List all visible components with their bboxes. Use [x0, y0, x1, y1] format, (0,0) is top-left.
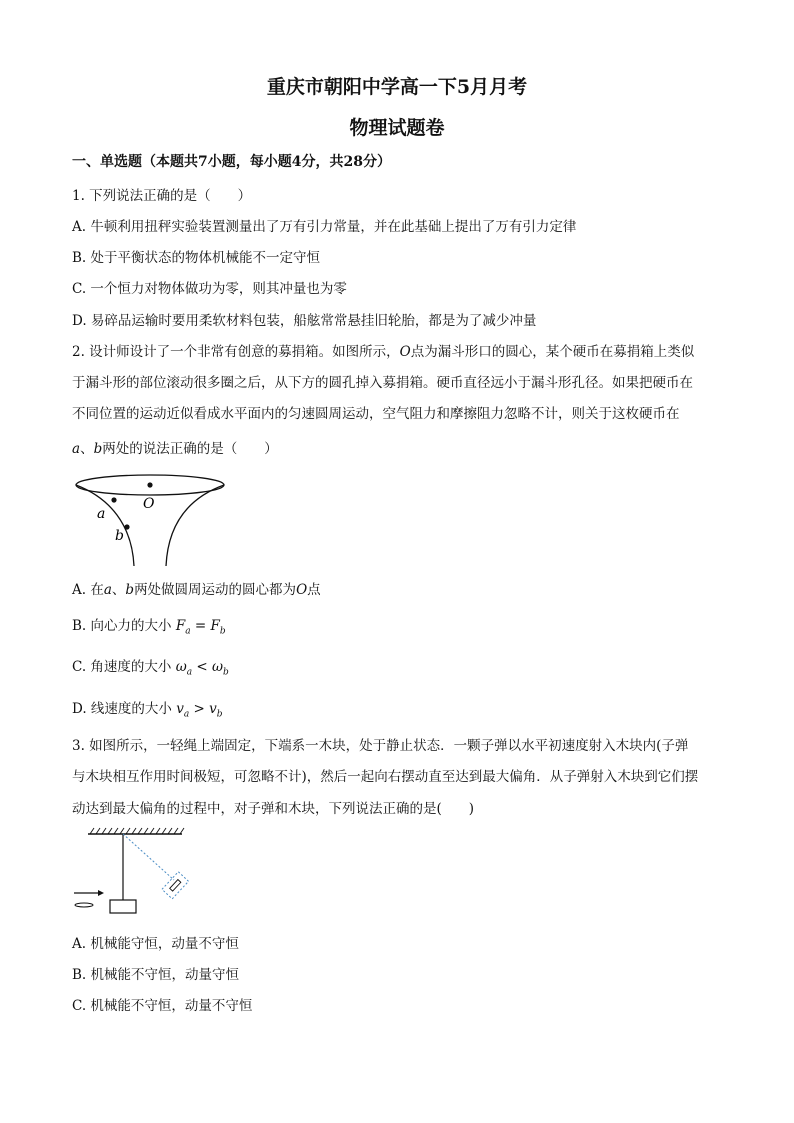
q2-option-d — [72, 697, 223, 720]
q2-stem-line-1 — [72, 340, 694, 360]
q1-option-b: B. 处于平衡状态的物体机械能不一定守恒 — [72, 250, 321, 266]
q3-stem-line-1: 3. 如图所示，一轻绳上端固定，下端系一木块，处于静止状态．一颗子弹以水平初速度射入木块内(子弹 — [72, 738, 689, 754]
q2-option-b-expr: $F_a = F_b$ — [175, 618, 226, 637]
q2-option-a-sep: 、 — [111, 582, 126, 598]
funnel-label-o: O — [143, 496, 155, 512]
q2-option-c-expr: $\omega_a < \omega_b$ — [175, 659, 229, 678]
q2-stem-line-2: 于漏斗形的部位滚动很多圈之后，从下方的圆孔掉入募捐箱。硬币直径远小于漏斗形孔径。如果把硬币在 — [72, 375, 693, 391]
q2-symbol-o: O — [399, 344, 411, 360]
q1-option-a: A. 牛顿利用扭秤实验装置测量出了万有引力常量，并在此基础上提出了万有引力定律 — [72, 219, 577, 235]
q2-option-a-sym-o: O — [296, 582, 308, 598]
q2-symbol-b: b — [93, 441, 103, 457]
q2-sep: 、 — [80, 441, 94, 457]
q2-stem-part-2: 点为漏斗形口的圆心，某个硬币在募捐箱上类似 — [410, 344, 695, 360]
q3-stem-line-2: 与木块相互作用时间极短，可忽略不计)，然后一起向右摆动直至达到最大偏角．从子弹射入木块到它们摆 — [72, 769, 699, 785]
q2-option-a-sym-a: a — [103, 582, 112, 598]
q2-option-a — [72, 578, 321, 598]
q2-option-a-suffix: 点 — [307, 582, 321, 598]
funnel-label-b: b — [115, 528, 124, 544]
q2-option-a-mid: 两处做圆周运动的圆心都为 — [134, 582, 297, 598]
q2-option-b-prefix: B. 向心力的大小 — [72, 618, 172, 634]
q2-option-d-prefix: D. 线速度的大小 — [72, 701, 172, 717]
q2-stem-line-3: 不同位置的运动近似看成水平面内的匀速圆周运动，空气阻力和摩擦阻力忽略不计，则关于这枚硬币在 — [72, 406, 680, 422]
q2-option-b — [72, 614, 226, 637]
q1-option-c: C. 一个恒力对物体做功为零，则其冲量也为零 — [72, 281, 347, 297]
page-subtitle: 物理试题卷 — [349, 117, 445, 139]
q2-stem-line-4 — [72, 437, 278, 457]
q1-stem: 1. 下列说法正确的是（ ） — [72, 188, 252, 204]
funnel-label-a: a — [97, 506, 106, 522]
q2-stem-part-1: 2. 设计师设计了一个非常有创意的募捐箱。如图所示， — [72, 344, 400, 360]
pendulum-figure — [70, 826, 210, 926]
q2-option-a-prefix: A. 在 — [72, 582, 104, 598]
section-heading: 一、单选题（本题共7小题，每小题4分，共28分） — [72, 154, 391, 170]
q3-option-b: B. 机械能不守恒，动量守恒 — [72, 967, 240, 983]
q2-option-c-prefix: C. 角速度的大小 — [72, 659, 172, 675]
funnel-figure — [70, 470, 240, 570]
q1-option-d: D. 易碎品运输时要用柔软材料包装，船舷常常悬挂旧轮胎，都是为了减少冲量 — [72, 313, 537, 329]
q2-option-d-expr: $v_a > v_b$ — [176, 701, 223, 720]
q2-stem-part-5: 两处的说法正确的是（ ） — [102, 441, 278, 457]
page-title: 重庆市朝阳中学高一下5月月考 — [266, 76, 528, 98]
q2-symbol-a: a — [72, 441, 81, 457]
q3-stem-line-3: 动达到最大偏角的过程中，对子弹和木块，下列说法正确的是( ) — [72, 801, 475, 817]
q2-option-a-sym-b: b — [125, 582, 135, 598]
q3-option-a: A. 机械能守恒，动量不守恒 — [72, 936, 239, 952]
q2-option-c — [72, 655, 229, 678]
q3-option-c: C. 机械能不守恒，动量不守恒 — [72, 998, 253, 1014]
